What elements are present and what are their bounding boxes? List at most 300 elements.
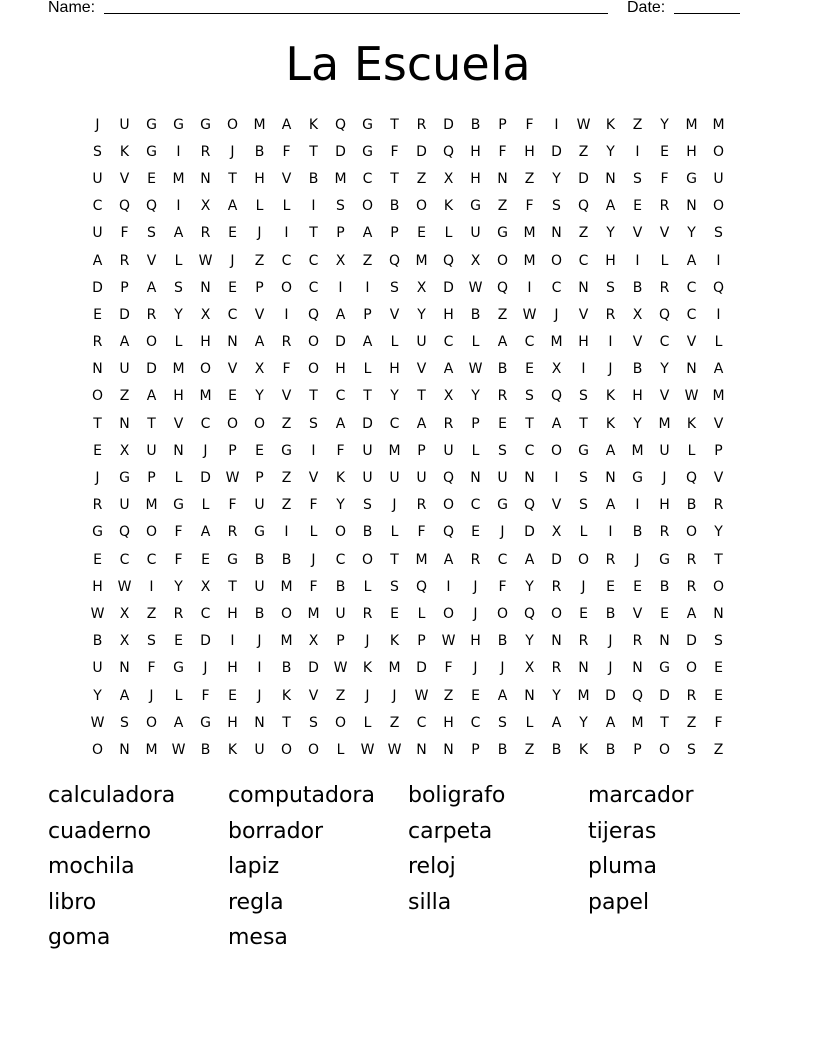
grid-cell: H bbox=[227, 714, 238, 731]
grid-cell: A bbox=[497, 687, 508, 704]
grid-cell: Y bbox=[174, 306, 183, 323]
grid-cell: G bbox=[470, 198, 481, 215]
grid-cell: E bbox=[201, 551, 210, 568]
grid-cell: S bbox=[606, 279, 615, 296]
grid-row bbox=[84, 111, 732, 138]
grid-cell: Q bbox=[523, 605, 536, 622]
grid-cell: Y bbox=[525, 633, 534, 650]
grid-cell: J bbox=[230, 252, 235, 269]
grid-cell: G bbox=[686, 170, 697, 187]
grid-cell: S bbox=[633, 170, 642, 187]
grid-cell: E bbox=[660, 605, 669, 622]
grid-cell: H bbox=[470, 633, 481, 650]
grid-cell: M bbox=[577, 687, 590, 704]
grid-cell: H bbox=[227, 660, 238, 677]
grid-cell: C bbox=[686, 306, 697, 323]
grid-cell: R bbox=[416, 497, 427, 514]
grid-cell: C bbox=[578, 252, 589, 269]
grid-cell: E bbox=[228, 687, 237, 704]
grid-cell: I bbox=[608, 524, 613, 541]
grid-cell: W bbox=[360, 741, 375, 758]
grid-cell: Z bbox=[497, 198, 508, 215]
grid-cell: D bbox=[524, 524, 535, 541]
grid-cell: E bbox=[147, 170, 156, 187]
grid-cell: M bbox=[523, 225, 536, 242]
grid-cell: P bbox=[147, 470, 156, 487]
grid-cell: R bbox=[551, 578, 562, 595]
grid-cell: B bbox=[497, 633, 508, 650]
name-field-line[interactable] bbox=[104, 13, 608, 14]
grid-cell: Y bbox=[633, 415, 642, 432]
grid-cell: U bbox=[443, 442, 454, 459]
grid-cell: M bbox=[145, 741, 158, 758]
grid-cell: I bbox=[635, 143, 640, 160]
grid-cell: E bbox=[174, 633, 183, 650]
grid-cell: C bbox=[551, 279, 562, 296]
grid-cell: M bbox=[550, 334, 563, 351]
grid-cell: A bbox=[362, 225, 373, 242]
grid-cell: A bbox=[362, 334, 373, 351]
grid-cell: B bbox=[632, 361, 643, 378]
grid-cell: J bbox=[554, 306, 559, 323]
grid-cell: Z bbox=[281, 497, 292, 514]
grid-cell: N bbox=[605, 470, 616, 487]
grid-cell: J bbox=[365, 633, 370, 650]
grid-cell: R bbox=[686, 687, 697, 704]
grid-cell: O bbox=[253, 415, 266, 432]
grid-cell: D bbox=[146, 361, 157, 378]
grid-cell: O bbox=[91, 741, 104, 758]
grid-cell: J bbox=[257, 687, 262, 704]
grid-cell: S bbox=[552, 198, 561, 215]
grid-cell: C bbox=[416, 714, 427, 731]
grid-cell: M bbox=[523, 252, 536, 269]
grid-cell: Q bbox=[442, 252, 455, 269]
grid-cell: H bbox=[335, 361, 346, 378]
grid-cell: O bbox=[712, 578, 725, 595]
grid-cell: A bbox=[443, 361, 454, 378]
grid-cell: I bbox=[446, 578, 451, 595]
grid-cell: Y bbox=[93, 687, 102, 704]
grid-cell: O bbox=[496, 252, 509, 269]
grid-cell: N bbox=[632, 660, 643, 677]
letter-grid bbox=[84, 111, 732, 764]
grid-cell: D bbox=[443, 116, 454, 133]
grid-cell: I bbox=[716, 252, 721, 269]
grid-cell: Q bbox=[307, 306, 320, 323]
grid-cell: I bbox=[149, 578, 154, 595]
grid-cell: V bbox=[713, 415, 724, 432]
grid-cell: Y bbox=[606, 143, 615, 160]
grid-cell: N bbox=[227, 334, 238, 351]
grid-cell: C bbox=[146, 551, 157, 568]
grid-cell: E bbox=[93, 306, 102, 323]
grid-cell: Z bbox=[254, 252, 265, 269]
word-list-item: regla bbox=[228, 889, 284, 915]
grid-cell: B bbox=[632, 279, 643, 296]
grid-cell: N bbox=[173, 442, 184, 459]
grid-cell: Y bbox=[471, 388, 480, 405]
grid-cell: O bbox=[91, 388, 104, 405]
grid-cell: C bbox=[524, 334, 535, 351]
grid-cell: V bbox=[659, 225, 670, 242]
grid-cell: O bbox=[334, 524, 347, 541]
grid-cell: G bbox=[497, 497, 508, 514]
grid-cell: R bbox=[551, 660, 562, 677]
grid-cell: D bbox=[362, 415, 373, 432]
grid-cell: R bbox=[362, 605, 373, 622]
grid-cell: Q bbox=[712, 279, 725, 296]
grid-cell: A bbox=[605, 714, 616, 731]
grid-cell: G bbox=[632, 470, 643, 487]
grid-row bbox=[84, 193, 732, 220]
grid-cell: J bbox=[392, 687, 397, 704]
grid-cell: S bbox=[363, 497, 372, 514]
grid-cell: I bbox=[311, 442, 316, 459]
grid-cell: T bbox=[228, 578, 237, 595]
grid-cell: I bbox=[581, 361, 586, 378]
grid-cell: R bbox=[443, 415, 454, 432]
grid-cell: U bbox=[659, 442, 670, 459]
date-field-line[interactable] bbox=[674, 13, 740, 14]
grid-cell: Q bbox=[685, 470, 698, 487]
grid-cell: Q bbox=[442, 143, 455, 160]
grid-cell: A bbox=[146, 388, 157, 405]
grid-cell: G bbox=[200, 714, 211, 731]
grid-cell: K bbox=[362, 660, 373, 677]
grid-cell: Z bbox=[497, 306, 508, 323]
grid-cell: X bbox=[443, 170, 454, 187]
grid-cell: S bbox=[309, 415, 318, 432]
word-list-item: cuaderno bbox=[48, 818, 152, 844]
grid-cell: N bbox=[254, 714, 265, 731]
grid-cell: N bbox=[119, 741, 130, 758]
grid-cell: P bbox=[471, 741, 480, 758]
grid-cell: O bbox=[226, 116, 239, 133]
grid-cell: O bbox=[226, 415, 239, 432]
grid-cell: L bbox=[201, 497, 210, 514]
grid-cell: S bbox=[579, 470, 588, 487]
grid-cell: Y bbox=[552, 170, 561, 187]
grid-cell: X bbox=[443, 388, 454, 405]
grid-cell: U bbox=[497, 470, 508, 487]
grid-cell: O bbox=[577, 551, 590, 568]
grid-cell: G bbox=[227, 551, 238, 568]
grid-cell: L bbox=[174, 334, 183, 351]
header bbox=[48, 0, 748, 20]
word-list-item: computadora bbox=[228, 783, 375, 808]
grid-cell: L bbox=[390, 334, 399, 351]
grid-row bbox=[84, 573, 732, 600]
grid-cell: O bbox=[496, 605, 509, 622]
grid-cell: G bbox=[362, 116, 373, 133]
word-list-item: marcador bbox=[588, 783, 694, 808]
grid-cell: G bbox=[659, 551, 670, 568]
grid-cell: F bbox=[444, 660, 453, 677]
grid-cell: V bbox=[632, 225, 643, 242]
grid-cell: M bbox=[280, 578, 293, 595]
grid-cell: W bbox=[387, 741, 402, 758]
grid-cell: U bbox=[254, 578, 265, 595]
grid-cell: H bbox=[659, 497, 670, 514]
grid-cell: K bbox=[389, 633, 400, 650]
grid-cell: Q bbox=[658, 306, 671, 323]
grid-cell: D bbox=[605, 687, 616, 704]
grid-cell: E bbox=[471, 687, 480, 704]
grid-cell: M bbox=[172, 170, 185, 187]
word-column bbox=[228, 778, 408, 956]
grid-cell: B bbox=[605, 741, 616, 758]
word-list-item: carpeta bbox=[408, 818, 493, 844]
word-list-item: pluma bbox=[588, 854, 657, 879]
grid-cell: H bbox=[389, 361, 400, 378]
grid-cell: F bbox=[120, 225, 129, 242]
grid-cell: J bbox=[257, 225, 262, 242]
grid-cell: D bbox=[551, 143, 562, 160]
grid-cell: I bbox=[338, 279, 343, 296]
word-list-item: mesa bbox=[228, 925, 288, 950]
grid-cell: J bbox=[635, 551, 640, 568]
grid-cell: X bbox=[470, 252, 481, 269]
grid-cell: O bbox=[334, 714, 347, 731]
grid-cell: H bbox=[686, 143, 697, 160]
grid-cell: I bbox=[176, 198, 181, 215]
grid-cell: Z bbox=[335, 687, 346, 704]
grid-cell: F bbox=[282, 143, 291, 160]
word-column bbox=[588, 778, 768, 956]
grid-cell: A bbox=[146, 279, 157, 296]
grid-row bbox=[84, 356, 732, 383]
grid-cell: U bbox=[146, 442, 157, 459]
grid-row bbox=[84, 546, 732, 573]
grid-cell: X bbox=[551, 361, 562, 378]
grid-cell: F bbox=[309, 497, 318, 514]
grid-cell: Z bbox=[578, 225, 589, 242]
grid-cell: J bbox=[95, 470, 100, 487]
grid-cell: O bbox=[685, 524, 698, 541]
grid-cell: I bbox=[284, 225, 289, 242]
grid-cell: G bbox=[281, 442, 292, 459]
grid-cell: V bbox=[632, 334, 643, 351]
grid-cell: A bbox=[713, 361, 724, 378]
grid-cell: S bbox=[498, 714, 507, 731]
grid-cell: H bbox=[443, 306, 454, 323]
grid-cell: V bbox=[659, 388, 670, 405]
grid-cell: L bbox=[471, 442, 480, 459]
grid-cell: P bbox=[498, 116, 507, 133]
grid-cell: A bbox=[227, 198, 238, 215]
grid-cell: X bbox=[308, 633, 319, 650]
grid-cell: E bbox=[525, 361, 534, 378]
grid-cell: U bbox=[254, 741, 265, 758]
grid-cell: K bbox=[605, 415, 616, 432]
grid-cell: R bbox=[713, 497, 724, 514]
page-title: La Escuela bbox=[285, 37, 531, 91]
grid-cell: L bbox=[174, 470, 183, 487]
grid-cell: P bbox=[255, 470, 264, 487]
grid-cell: A bbox=[686, 252, 697, 269]
grid-cell: H bbox=[578, 334, 589, 351]
grid-cell: W bbox=[198, 252, 213, 269]
grid-cell: F bbox=[174, 524, 183, 541]
grid-cell: S bbox=[714, 225, 723, 242]
grid-cell: I bbox=[365, 279, 370, 296]
grid-cell: R bbox=[686, 551, 697, 568]
grid-cell: F bbox=[417, 524, 426, 541]
grid-cell: B bbox=[686, 497, 697, 514]
grid-cell: C bbox=[335, 388, 346, 405]
grid-cell: P bbox=[336, 633, 345, 650]
grid-cell: H bbox=[227, 605, 238, 622]
grid-cell: T bbox=[417, 388, 426, 405]
grid-cell: S bbox=[525, 388, 534, 405]
grid-cell: O bbox=[658, 741, 671, 758]
grid-row bbox=[84, 383, 732, 410]
grid-cell: U bbox=[713, 170, 724, 187]
grid-cell: J bbox=[95, 116, 100, 133]
grid-cell: R bbox=[659, 279, 670, 296]
grid-cell: M bbox=[172, 361, 185, 378]
grid-cell: F bbox=[309, 578, 318, 595]
grid-cell: P bbox=[471, 415, 480, 432]
grid-cell: P bbox=[228, 442, 237, 459]
grid-cell: F bbox=[201, 687, 210, 704]
grid-cell: F bbox=[498, 143, 507, 160]
grid-cell: R bbox=[281, 334, 292, 351]
grid-cell: E bbox=[606, 578, 615, 595]
grid-cell: U bbox=[389, 470, 400, 487]
grid-cell: D bbox=[578, 170, 589, 187]
grid-cell: J bbox=[203, 442, 208, 459]
grid-cell: R bbox=[470, 551, 481, 568]
grid-cell: G bbox=[254, 524, 265, 541]
grid-cell: Q bbox=[550, 388, 563, 405]
name-label: Name: bbox=[48, 0, 96, 16]
grid-cell: R bbox=[119, 252, 130, 269]
grid-cell: A bbox=[416, 415, 427, 432]
grid-cell: Z bbox=[281, 470, 292, 487]
grid-cell: N bbox=[551, 633, 562, 650]
grid-cell: Z bbox=[416, 170, 427, 187]
grid-cell: P bbox=[714, 442, 723, 459]
grid-cell: L bbox=[471, 334, 480, 351]
word-list-item: tijeras bbox=[588, 818, 657, 844]
word-list-item: mochila bbox=[48, 854, 135, 879]
grid-cell: Q bbox=[496, 279, 509, 296]
grid-cell: O bbox=[199, 361, 212, 378]
grid-cell: A bbox=[173, 225, 184, 242]
grid-cell: N bbox=[578, 279, 589, 296]
grid-cell: A bbox=[605, 497, 616, 514]
grid-cell: B bbox=[254, 605, 265, 622]
grid-cell: E bbox=[228, 225, 237, 242]
grid-cell: T bbox=[93, 415, 102, 432]
grid-cell: A bbox=[497, 334, 508, 351]
grid-row bbox=[84, 736, 732, 763]
grid-cell: Z bbox=[281, 415, 292, 432]
grid-row bbox=[84, 600, 732, 627]
grid-cell: N bbox=[497, 170, 508, 187]
grid-cell: M bbox=[631, 714, 644, 731]
grid-cell: B bbox=[200, 741, 211, 758]
grid-cell: F bbox=[228, 497, 237, 514]
grid-cell: L bbox=[174, 252, 183, 269]
grid-cell: L bbox=[174, 687, 183, 704]
grid-cell: Q bbox=[145, 198, 158, 215]
grid-cell: O bbox=[361, 198, 374, 215]
grid-cell: O bbox=[280, 741, 293, 758]
grid-cell: Q bbox=[118, 524, 131, 541]
grid-cell: B bbox=[632, 524, 643, 541]
grid-cell: Z bbox=[686, 714, 697, 731]
grid-cell: Y bbox=[552, 687, 561, 704]
grid-cell: J bbox=[203, 660, 208, 677]
grid-cell: X bbox=[632, 306, 643, 323]
grid-cell: W bbox=[576, 116, 591, 133]
grid-cell: Z bbox=[524, 170, 535, 187]
grid-cell: O bbox=[361, 551, 374, 568]
grid-cell: M bbox=[685, 116, 698, 133]
word-list bbox=[48, 778, 768, 956]
grid-cell: I bbox=[311, 198, 316, 215]
grid-cell: Y bbox=[660, 361, 669, 378]
grid-cell: T bbox=[714, 551, 723, 568]
grid-cell: X bbox=[200, 306, 211, 323]
grid-cell: G bbox=[173, 660, 184, 677]
grid-cell: Q bbox=[118, 198, 131, 215]
grid-cell: C bbox=[524, 442, 535, 459]
grid-cell: V bbox=[119, 170, 130, 187]
grid-cell: W bbox=[441, 633, 456, 650]
grid-cell: J bbox=[149, 687, 154, 704]
grid-cell: C bbox=[389, 415, 400, 432]
grid-cell: I bbox=[230, 633, 235, 650]
grid-cell: S bbox=[120, 714, 129, 731]
grid-cell: M bbox=[253, 116, 266, 133]
grid-cell: I bbox=[257, 660, 262, 677]
grid-cell: B bbox=[308, 170, 319, 187]
grid-cell: K bbox=[335, 470, 346, 487]
grid-cell: J bbox=[662, 470, 667, 487]
grid-cell: U bbox=[416, 334, 427, 351]
grid-cell: T bbox=[147, 415, 156, 432]
grid-cell: V bbox=[632, 605, 643, 622]
grid-cell: K bbox=[605, 388, 616, 405]
grid-cell: Y bbox=[606, 225, 615, 242]
grid-cell: G bbox=[173, 116, 184, 133]
grid-cell: H bbox=[470, 170, 481, 187]
grid-cell: X bbox=[200, 578, 211, 595]
grid-cell: D bbox=[551, 551, 562, 568]
grid-cell: N bbox=[524, 687, 535, 704]
grid-cell: B bbox=[389, 198, 400, 215]
grid-cell: B bbox=[497, 741, 508, 758]
grid-cell: Q bbox=[442, 524, 455, 541]
grid-cell: E bbox=[255, 442, 264, 459]
grid-cell: T bbox=[390, 170, 399, 187]
grid-cell: O bbox=[307, 334, 320, 351]
grid-cell: Q bbox=[577, 198, 590, 215]
grid-cell: C bbox=[659, 334, 670, 351]
grid-row bbox=[84, 410, 732, 437]
grid-cell: T bbox=[282, 714, 291, 731]
grid-cell: H bbox=[173, 388, 184, 405]
grid-cell: K bbox=[281, 687, 292, 704]
grid-cell: A bbox=[551, 415, 562, 432]
grid-cell: O bbox=[442, 497, 455, 514]
grid-cell: M bbox=[712, 116, 725, 133]
word-list-item: boligrafo bbox=[408, 783, 506, 808]
